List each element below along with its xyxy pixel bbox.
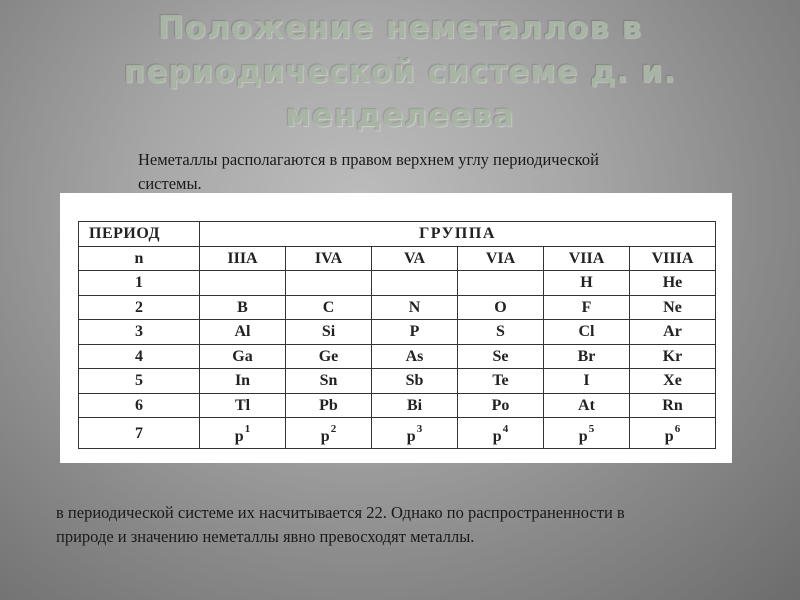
element-cell: F [544, 295, 630, 320]
element-cell: S [458, 320, 544, 345]
config-base: p [578, 428, 588, 445]
element-cell: Kr [630, 344, 716, 369]
config-cell [372, 418, 458, 449]
group-label: IIIA [200, 246, 286, 271]
table-row [79, 271, 716, 296]
intro-text: Неметаллы располагаются в правом верхнем углу периодической системы. [138, 150, 599, 193]
config-base: p [406, 428, 416, 445]
config-cell [630, 418, 716, 449]
element-cell: Rn [630, 393, 716, 418]
element-cell: Tl [200, 393, 286, 418]
config-cell [200, 418, 286, 449]
config-row-label: 7 [79, 418, 200, 449]
config-cell [458, 418, 544, 449]
element-cell [200, 271, 286, 296]
table-row [79, 320, 716, 345]
config-cell [544, 418, 630, 449]
config-exponent: 2 [330, 423, 337, 435]
nonmetals-periodic-table [78, 221, 716, 449]
element-cell: Ne [630, 295, 716, 320]
config-base: p [492, 428, 502, 445]
period-header: ПЕРИОД [79, 222, 200, 247]
element-cell: Pb [286, 393, 372, 418]
period-number: 2 [79, 295, 200, 320]
config-base: p [664, 428, 674, 445]
period-number: 3 [79, 320, 200, 345]
element-cell: Ar [630, 320, 716, 345]
element-cell: Sn [286, 369, 372, 394]
element-cell: At [544, 393, 630, 418]
electron-config-row [79, 418, 716, 449]
periodic-table-card [60, 193, 732, 463]
element-cell: Xe [630, 369, 716, 394]
element-cell: O [458, 295, 544, 320]
element-cell: Ge [286, 344, 372, 369]
config-cell [286, 418, 372, 449]
element-cell: I [544, 369, 630, 394]
config-exponent: 4 [502, 423, 509, 435]
table-row [79, 344, 716, 369]
group-labels-row [79, 246, 716, 271]
element-cell: C [286, 295, 372, 320]
element-cell: He [630, 271, 716, 296]
element-cell [458, 271, 544, 296]
element-cell: Te [458, 369, 544, 394]
element-cell: Al [200, 320, 286, 345]
config-base: p [320, 428, 330, 445]
element-cell: Bi [372, 393, 458, 418]
table-row [79, 295, 716, 320]
table-row [79, 369, 716, 394]
element-cell [372, 271, 458, 296]
element-cell: Ga [200, 344, 286, 369]
outro-text: в периодической системе их насчитывается 22. Однако по распространенности в природе и значению неметаллы явно превосходят металлы. [56, 503, 625, 546]
group-label: VIIA [544, 246, 630, 271]
group-label: VIA [458, 246, 544, 271]
group-label: VIIIA [630, 246, 716, 271]
config-base: p [234, 428, 244, 445]
element-cell [286, 271, 372, 296]
element-cell: Br [544, 344, 630, 369]
table-header-row [79, 222, 716, 247]
element-cell: As [372, 344, 458, 369]
group-label: VA [372, 246, 458, 271]
element-cell: B [200, 295, 286, 320]
element-cell: N [372, 295, 458, 320]
period-number: 4 [79, 344, 200, 369]
period-number: 5 [79, 369, 200, 394]
n-label: n [79, 246, 200, 271]
group-header: ГРУППА [200, 222, 716, 247]
config-exponent: 5 [588, 423, 595, 435]
slide-title: Положение неметаллов в периодической системе д. и. менделеева [123, 10, 677, 134]
period-number: 6 [79, 393, 200, 418]
element-cell: Se [458, 344, 544, 369]
config-exponent: 1 [244, 423, 251, 435]
group-label: IVA [286, 246, 372, 271]
period-number: 1 [79, 271, 200, 296]
config-exponent: 6 [674, 423, 681, 435]
element-cell: Sb [372, 369, 458, 394]
element-cell: Po [458, 393, 544, 418]
element-cell: Si [286, 320, 372, 345]
config-exponent: 3 [416, 423, 423, 435]
element-cell: Cl [544, 320, 630, 345]
element-cell: H [544, 271, 630, 296]
table-row [79, 393, 716, 418]
element-cell: In [200, 369, 286, 394]
element-cell: P [372, 320, 458, 345]
